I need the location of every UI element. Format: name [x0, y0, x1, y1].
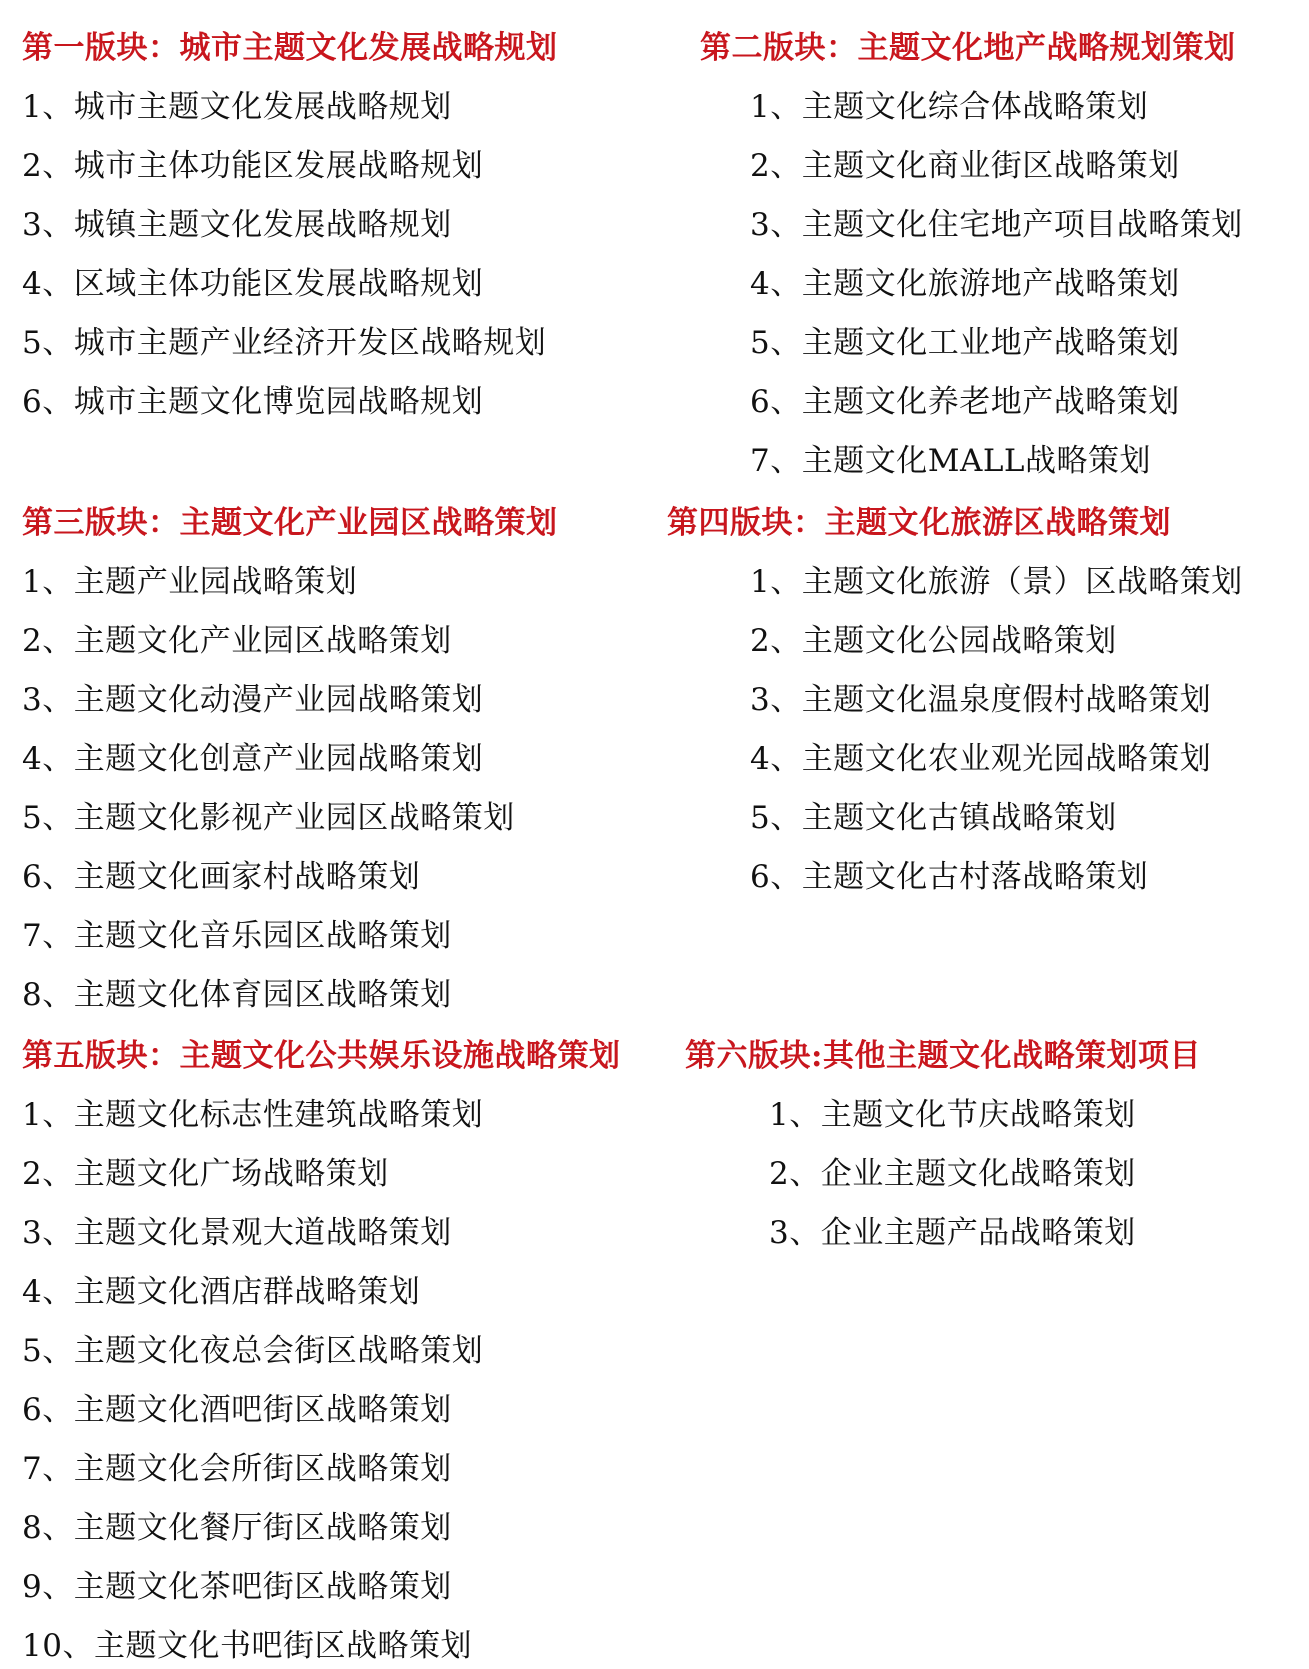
- list-item: 3、主题文化住宅地产项目战略策划: [750, 207, 1243, 243]
- list-item: 3、城镇主题文化发展战略规划: [22, 207, 452, 243]
- list-item: 2、主题文化产业园区战略策划: [22, 623, 452, 659]
- section-title: 第二版块：主题文化地产战略规划策划: [700, 30, 1236, 66]
- section-title: 第四版块：主题文化旅游区战略策划: [667, 505, 1171, 541]
- list-item: 10、主题文化书吧街区战略策划: [22, 1628, 472, 1664]
- list-item: 1、主题文化旅游（景）区战略策划: [750, 564, 1243, 600]
- list-item: 6、主题文化古村落战略策划: [750, 859, 1149, 895]
- list-item: 7、主题文化会所街区战略策划: [22, 1451, 452, 1487]
- list-item: 1、主题文化综合体战略策划: [750, 89, 1149, 125]
- list-item: 6、主题文化养老地产战略策划: [750, 384, 1180, 420]
- list-item: 2、主题文化商业街区战略策划: [750, 148, 1180, 184]
- list-item: 1、城市主题文化发展战略规划: [22, 89, 452, 125]
- list-item: 3、主题文化动漫产业园战略策划: [22, 682, 484, 718]
- list-item: 1、主题文化标志性建筑战略策划: [22, 1097, 484, 1133]
- list-item: 2、主题文化公园战略策划: [750, 623, 1117, 659]
- list-item: 1、主题文化节庆战略策划: [769, 1097, 1136, 1133]
- list-item: 7、主题文化音乐园区战略策划: [22, 918, 452, 954]
- list-item: 2、城市主体功能区发展战略规划: [22, 148, 484, 184]
- list-item: 6、主题文化画家村战略策划: [22, 859, 421, 895]
- section-title: 第五版块：主题文化公共娱乐设施战略策划: [22, 1038, 621, 1074]
- list-item: 4、主题文化创意产业园战略策划: [22, 741, 484, 777]
- list-item: 5、主题文化工业地产战略策划: [750, 325, 1180, 361]
- list-item: 5、主题文化古镇战略策划: [750, 800, 1117, 836]
- list-item: 4、主题文化酒店群战略策划: [22, 1274, 421, 1310]
- list-item: 4、区域主体功能区发展战略规划: [22, 266, 484, 302]
- list-item: 3、主题文化温泉度假村战略策划: [750, 682, 1212, 718]
- section-title: 第一版块：城市主题文化发展战略规划: [22, 30, 558, 66]
- list-item: 4、主题文化农业观光园战略策划: [750, 741, 1212, 777]
- list-item: 1、主题产业园战略策划: [22, 564, 358, 600]
- list-item: 9、主题文化茶吧街区战略策划: [22, 1569, 452, 1605]
- list-item: 7、主题文化MALL战略策划: [750, 443, 1152, 479]
- list-item: 6、主题文化酒吧街区战略策划: [22, 1392, 452, 1428]
- list-item: 6、城市主题文化博览园战略规划: [22, 384, 484, 420]
- list-item: 2、企业主题文化战略策划: [769, 1156, 1136, 1192]
- list-item: 8、主题文化体育园区战略策划: [22, 977, 452, 1013]
- list-item: 5、主题文化影视产业园区战略策划: [22, 800, 515, 836]
- list-item: 2、主题文化广场战略策划: [22, 1156, 389, 1192]
- list-item: 5、城市主题产业经济开发区战略规划: [22, 325, 547, 361]
- list-item: 3、企业主题产品战略策划: [769, 1215, 1136, 1251]
- section-title: 第三版块：主题文化产业园区战略策划: [22, 505, 558, 541]
- list-item: 4、主题文化旅游地产战略策划: [750, 266, 1180, 302]
- list-item: 8、主题文化餐厅街区战略策划: [22, 1510, 452, 1546]
- list-item: 5、主题文化夜总会街区战略策划: [22, 1333, 484, 1369]
- list-item: 3、主题文化景观大道战略策划: [22, 1215, 452, 1251]
- section-title: 第六版块:其他主题文化战略策划项目: [685, 1038, 1201, 1074]
